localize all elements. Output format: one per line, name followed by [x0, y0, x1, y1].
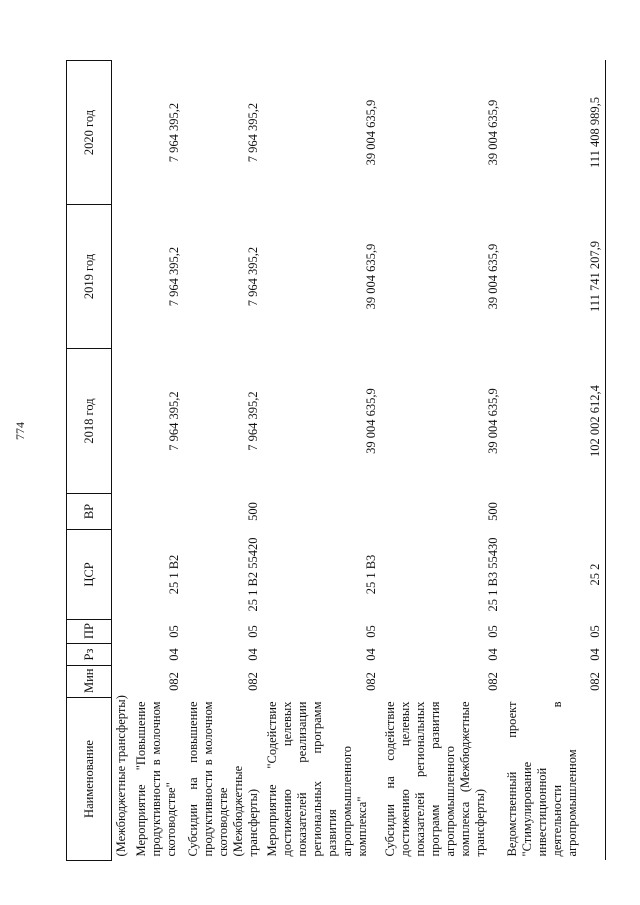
row-csr: 25 1 В2 55420	[246, 537, 260, 612]
row-name: Субсидии на содействие достижению целевых показателей региональных программ развития агропромышленного комплекса (Межбюджетные трансферты)	[383, 701, 487, 857]
row-2018: 39 004 635,9	[364, 388, 378, 454]
row-2020: 7 964 395,2	[167, 102, 181, 163]
row-csr: 25 2	[503, 530, 605, 620]
row-name: Субсидии на повышение продуктивности в молочном скотоводстве (Межбюджетные трансферты)	[186, 701, 260, 857]
page-number: 774	[13, 422, 27, 440]
table-row	[132, 61, 184, 861]
row-2020: 39 004 635,9	[364, 99, 378, 166]
table-row	[381, 61, 503, 861]
row-min: 082	[167, 672, 181, 691]
header-vr: ВР	[67, 494, 112, 530]
row-2019: 111 741 207,9	[503, 205, 605, 349]
budget-table-rotated	[66, 61, 602, 861]
row-2018: 7 964 395,2	[246, 391, 260, 451]
row-min: 082	[503, 666, 605, 698]
row-rz: 04	[503, 644, 605, 666]
header-2020: 2020 год	[67, 61, 112, 205]
row-2018: 39 004 635,9	[486, 388, 500, 454]
row-pr: 05	[503, 620, 605, 644]
row-2018: 102 002 612,4	[503, 349, 605, 494]
row-vr: 500	[486, 502, 500, 521]
row-2019: 7 964 395,2	[246, 246, 260, 307]
header-rz: Рз	[67, 644, 112, 666]
row-pr: 05	[167, 625, 181, 638]
header-name: Наименование	[67, 698, 112, 861]
table-preface-row	[112, 61, 133, 861]
row-csr: 25 1 В3	[364, 554, 378, 595]
row-name: Мероприятие "Содействие достижению целевых показателей реализации региональных программ развития агропромышленного комплекса"	[265, 701, 369, 857]
row-rz: 04	[486, 648, 500, 661]
row-2020: 39 004 635,9	[486, 99, 500, 166]
row-csr: 25 1 В3 55430	[486, 537, 500, 612]
row-2020: 111 408 989,5	[503, 61, 605, 205]
table-row	[184, 61, 263, 861]
header-csr: ЦСР	[67, 530, 112, 620]
row-2020: 7 964 395,2	[246, 102, 260, 163]
header-2018: 2018 год	[67, 349, 112, 494]
row-rz: 04	[364, 648, 378, 661]
row-2019: 7 964 395,2	[167, 246, 181, 307]
row-pr: 05	[364, 625, 378, 638]
table-row	[503, 61, 605, 861]
row-name: Ведомственный проект "Стимулирование инвестиционной деятельности в агропромышленном	[503, 698, 605, 861]
row-pr: 05	[486, 625, 500, 638]
row-rz: 04	[246, 648, 260, 661]
row-2018: 7 964 395,2	[167, 391, 181, 451]
budget-table	[66, 60, 606, 861]
row-vr	[263, 494, 381, 530]
row-csr: 25 1 В2	[167, 554, 181, 595]
row-name: Мероприятие "Повышение продуктивности в молочном скотоводстве"	[134, 701, 178, 857]
preface-text: (Межбюджетные трансферты)	[114, 695, 128, 857]
row-pr: 05	[246, 625, 260, 638]
row-2019: 39 004 635,9	[486, 243, 500, 310]
row-vr	[132, 494, 184, 530]
row-vr	[503, 494, 605, 530]
header-min: Мин	[67, 666, 112, 698]
table-row	[263, 61, 381, 861]
row-rz: 04	[167, 648, 181, 661]
header-2019: 2019 год	[67, 205, 112, 349]
row-min: 082	[486, 672, 500, 691]
row-min: 082	[246, 672, 260, 691]
row-vr: 500	[246, 502, 260, 521]
table-header-row	[67, 61, 112, 861]
row-2019: 39 004 635,9	[364, 243, 378, 310]
row-min: 082	[364, 672, 378, 691]
header-pr: ПР	[67, 620, 112, 644]
